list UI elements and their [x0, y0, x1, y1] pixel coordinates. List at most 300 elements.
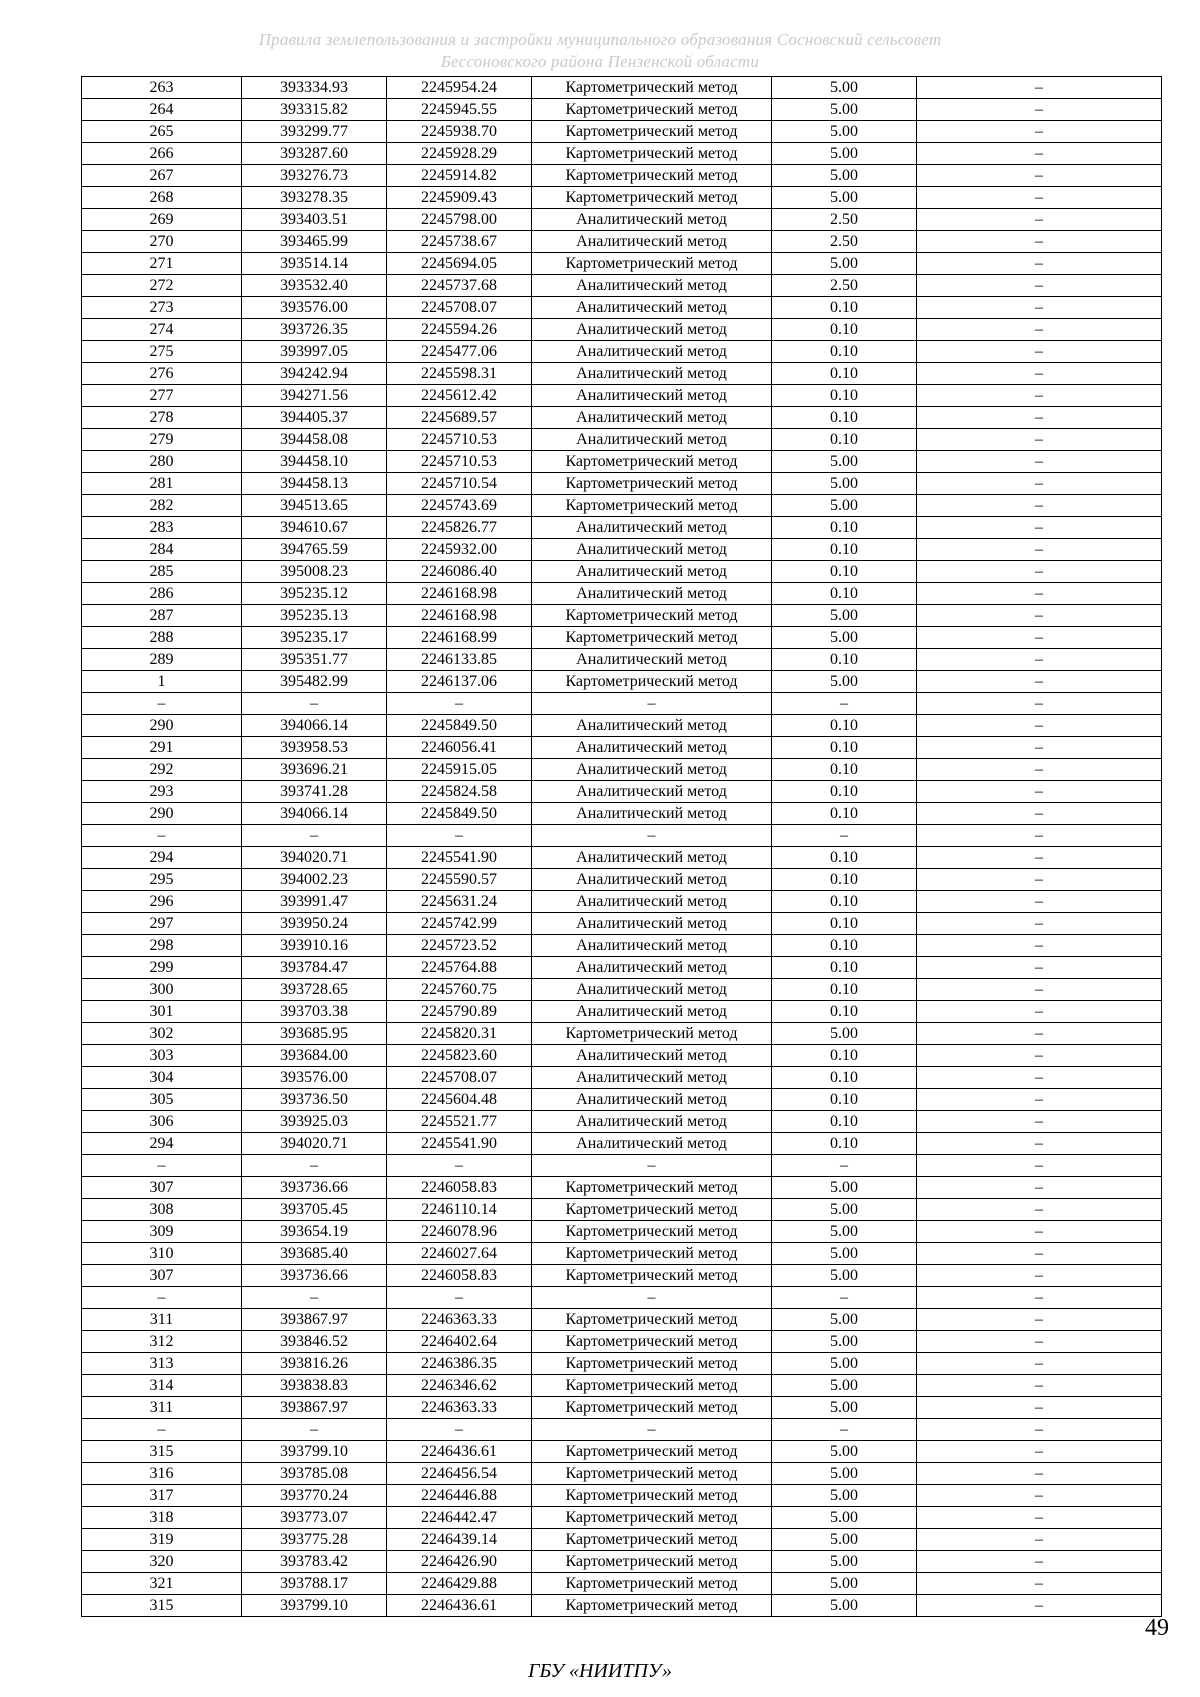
note-cell: – [917, 121, 1162, 143]
accuracy-cell: 5.00 [772, 1595, 917, 1617]
point-number-cell: 316 [82, 1463, 242, 1485]
y-coordinate-cell: 2245590.57 [387, 869, 532, 891]
x-coordinate-cell: 393950.24 [242, 913, 387, 935]
table-row [82, 1529, 1162, 1551]
x-coordinate-cell: 394458.10 [242, 451, 387, 473]
accuracy-cell: 5.00 [772, 1551, 917, 1573]
x-coordinate-cell: 393315.82 [242, 99, 387, 121]
method-cell: Аналитический метод [532, 407, 772, 429]
table-row [82, 1507, 1162, 1529]
table-row [82, 825, 1162, 847]
x-coordinate-cell: 393867.97 [242, 1309, 387, 1331]
note-cell: – [917, 759, 1162, 781]
y-coordinate-cell: 2245689.57 [387, 407, 532, 429]
x-coordinate-cell: 394271.56 [242, 385, 387, 407]
accuracy-cell: 5.00 [772, 1353, 917, 1375]
y-coordinate-cell: – [387, 1155, 532, 1177]
accuracy-cell: 5.00 [772, 187, 917, 209]
table-row [82, 935, 1162, 957]
method-cell: Картометрический метод [532, 473, 772, 495]
accuracy-cell: 0.10 [772, 979, 917, 1001]
y-coordinate-cell: 2245790.89 [387, 1001, 532, 1023]
point-number-cell: 313 [82, 1353, 242, 1375]
method-cell: Аналитический метод [532, 781, 772, 803]
point-number-cell: 291 [82, 737, 242, 759]
point-number-cell: 309 [82, 1221, 242, 1243]
note-cell: – [917, 517, 1162, 539]
table-row [82, 407, 1162, 429]
table-row [82, 253, 1162, 275]
table-row [82, 121, 1162, 143]
y-coordinate-cell: – [387, 693, 532, 715]
note-cell: – [917, 737, 1162, 759]
y-coordinate-cell: 2245708.07 [387, 297, 532, 319]
method-cell: Аналитический метод [532, 869, 772, 891]
x-coordinate-cell: 393838.83 [242, 1375, 387, 1397]
x-coordinate-cell: 393685.95 [242, 1023, 387, 1045]
note-cell: – [917, 869, 1162, 891]
point-number-cell: 290 [82, 715, 242, 737]
accuracy-cell: 0.10 [772, 517, 917, 539]
point-number-cell: 294 [82, 1133, 242, 1155]
note-cell: – [917, 253, 1162, 275]
point-number-cell: 302 [82, 1023, 242, 1045]
x-coordinate-cell: 393703.38 [242, 1001, 387, 1023]
x-coordinate-cell: – [242, 693, 387, 715]
table-row [82, 605, 1162, 627]
note-cell: – [917, 231, 1162, 253]
y-coordinate-cell: 2245710.53 [387, 429, 532, 451]
x-coordinate-cell: 393736.66 [242, 1265, 387, 1287]
x-coordinate-cell: 395235.13 [242, 605, 387, 627]
point-number-cell: 308 [82, 1199, 242, 1221]
table-row [82, 1463, 1162, 1485]
y-coordinate-cell: 2245849.50 [387, 803, 532, 825]
point-number-cell: 294 [82, 847, 242, 869]
table-row [82, 143, 1162, 165]
accuracy-cell: 5.00 [772, 451, 917, 473]
method-cell: Аналитический метод [532, 649, 772, 671]
y-coordinate-cell: 2245541.90 [387, 847, 532, 869]
method-cell: Картометрический метод [532, 1441, 772, 1463]
y-coordinate-cell: 2246436.61 [387, 1595, 532, 1617]
y-coordinate-cell: 2245598.31 [387, 363, 532, 385]
point-number-cell: 280 [82, 451, 242, 473]
point-number-cell: 298 [82, 935, 242, 957]
y-coordinate-cell: 2246363.33 [387, 1397, 532, 1419]
method-cell: Картометрический метод [532, 1573, 772, 1595]
accuracy-cell: 5.00 [772, 77, 917, 99]
note-cell: – [917, 1133, 1162, 1155]
y-coordinate-cell: 2245521.77 [387, 1111, 532, 1133]
table-row [82, 1573, 1162, 1595]
y-coordinate-cell: 2246133.85 [387, 649, 532, 671]
point-number-cell: 296 [82, 891, 242, 913]
x-coordinate-cell: 393684.00 [242, 1045, 387, 1067]
point-number-cell: 273 [82, 297, 242, 319]
method-cell: – [532, 693, 772, 715]
point-number-cell: 295 [82, 869, 242, 891]
method-cell: – [532, 1155, 772, 1177]
table-row [82, 1089, 1162, 1111]
x-coordinate-cell: 393799.10 [242, 1595, 387, 1617]
note-cell: – [917, 473, 1162, 495]
note-cell: – [917, 1529, 1162, 1551]
x-coordinate-cell: – [242, 825, 387, 847]
y-coordinate-cell: 2245932.00 [387, 539, 532, 561]
note-cell: – [917, 1265, 1162, 1287]
accuracy-cell: 5.00 [772, 1309, 917, 1331]
y-coordinate-cell: 2246058.83 [387, 1265, 532, 1287]
x-coordinate-cell: 394066.14 [242, 803, 387, 825]
x-coordinate-cell: 393997.05 [242, 341, 387, 363]
table-row [82, 1287, 1162, 1309]
method-cell: Аналитический метод [532, 517, 772, 539]
note-cell: – [917, 847, 1162, 869]
accuracy-cell: 0.10 [772, 847, 917, 869]
x-coordinate-cell: 393991.47 [242, 891, 387, 913]
note-cell: – [917, 715, 1162, 737]
point-number-cell: 303 [82, 1045, 242, 1067]
y-coordinate-cell: 2246086.40 [387, 561, 532, 583]
table-row [82, 1067, 1162, 1089]
x-coordinate-cell: 393788.17 [242, 1573, 387, 1595]
table-row [82, 539, 1162, 561]
y-coordinate-cell: 2245938.70 [387, 121, 532, 143]
point-number-cell: 311 [82, 1397, 242, 1419]
table-row [82, 957, 1162, 979]
y-coordinate-cell: 2246402.64 [387, 1331, 532, 1353]
x-coordinate-cell: 395235.12 [242, 583, 387, 605]
accuracy-cell: 5.00 [772, 671, 917, 693]
point-number-cell: 315 [82, 1441, 242, 1463]
x-coordinate-cell: 393334.93 [242, 77, 387, 99]
point-number-cell: 314 [82, 1375, 242, 1397]
y-coordinate-cell: – [387, 1419, 532, 1441]
method-cell: Аналитический метод [532, 979, 772, 1001]
y-coordinate-cell: 2246168.98 [387, 583, 532, 605]
note-cell: – [917, 1221, 1162, 1243]
y-coordinate-cell: 2245760.75 [387, 979, 532, 1001]
table-row [82, 1111, 1162, 1133]
y-coordinate-cell: – [387, 1287, 532, 1309]
accuracy-cell: 0.10 [772, 1133, 917, 1155]
point-number-cell: 304 [82, 1067, 242, 1089]
note-cell: – [917, 825, 1162, 847]
method-cell: – [532, 1419, 772, 1441]
table-row [82, 451, 1162, 473]
note-cell: – [917, 341, 1162, 363]
table-row [82, 737, 1162, 759]
y-coordinate-cell: 2245742.99 [387, 913, 532, 935]
point-number-cell: 264 [82, 99, 242, 121]
method-cell: Аналитический метод [532, 319, 772, 341]
table-row [82, 803, 1162, 825]
y-coordinate-cell: 2246439.14 [387, 1529, 532, 1551]
x-coordinate-cell: 393685.40 [242, 1243, 387, 1265]
method-cell: – [532, 1287, 772, 1309]
y-coordinate-cell: 2246168.98 [387, 605, 532, 627]
table-row [82, 847, 1162, 869]
method-cell: Аналитический метод [532, 275, 772, 297]
y-coordinate-cell: 2245820.31 [387, 1023, 532, 1045]
accuracy-cell: 0.10 [772, 649, 917, 671]
accuracy-cell: 0.10 [772, 319, 917, 341]
x-coordinate-cell: 394405.37 [242, 407, 387, 429]
accuracy-cell: 0.10 [772, 1111, 917, 1133]
point-number-cell: 276 [82, 363, 242, 385]
method-cell: Аналитический метод [532, 429, 772, 451]
table-row [82, 165, 1162, 187]
method-cell: Картометрический метод [532, 1375, 772, 1397]
point-number-cell: 310 [82, 1243, 242, 1265]
x-coordinate-cell: 393773.07 [242, 1507, 387, 1529]
y-coordinate-cell: 2246429.88 [387, 1573, 532, 1595]
y-coordinate-cell: 2245710.54 [387, 473, 532, 495]
method-cell: Картометрический метод [532, 1353, 772, 1375]
method-cell: Аналитический метод [532, 385, 772, 407]
table-row [82, 1133, 1162, 1155]
accuracy-cell: – [772, 825, 917, 847]
header-line-2: Бессоновского района Пензенской области [440, 52, 760, 71]
accuracy-cell: 5.00 [772, 1199, 917, 1221]
note-cell: – [917, 979, 1162, 1001]
method-cell: Картометрический метод [532, 77, 772, 99]
x-coordinate-cell: 395351.77 [242, 649, 387, 671]
x-coordinate-cell: 394066.14 [242, 715, 387, 737]
accuracy-cell: 5.00 [772, 1243, 917, 1265]
method-cell: Картометрический метод [532, 143, 772, 165]
note-cell: – [917, 99, 1162, 121]
table-row [82, 891, 1162, 913]
accuracy-cell: 5.00 [772, 1529, 917, 1551]
y-coordinate-cell: 2245594.26 [387, 319, 532, 341]
table-row [82, 495, 1162, 517]
accuracy-cell: 0.10 [772, 891, 917, 913]
accuracy-cell: 0.10 [772, 297, 917, 319]
x-coordinate-cell: – [242, 1419, 387, 1441]
y-coordinate-cell: 2246442.47 [387, 1507, 532, 1529]
accuracy-cell: 2.50 [772, 231, 917, 253]
method-cell: Аналитический метод [532, 1089, 772, 1111]
note-cell: – [917, 1023, 1162, 1045]
point-number-cell: 283 [82, 517, 242, 539]
y-coordinate-cell: 2245928.29 [387, 143, 532, 165]
accuracy-cell: 0.10 [772, 759, 917, 781]
accuracy-cell: 0.10 [772, 803, 917, 825]
y-coordinate-cell: 2246078.96 [387, 1221, 532, 1243]
method-cell: Аналитический метод [532, 1111, 772, 1133]
note-cell: – [917, 187, 1162, 209]
method-cell: Картометрический метод [532, 495, 772, 517]
x-coordinate-cell: 393278.35 [242, 187, 387, 209]
y-coordinate-cell: 2246426.90 [387, 1551, 532, 1573]
point-number-cell: 305 [82, 1089, 242, 1111]
method-cell: Картометрический метод [532, 605, 772, 627]
note-cell: – [917, 1419, 1162, 1441]
table-row [82, 275, 1162, 297]
y-coordinate-cell: 2246137.06 [387, 671, 532, 693]
y-coordinate-cell: 2245954.24 [387, 77, 532, 99]
note-cell: – [917, 1067, 1162, 1089]
method-cell: Аналитический метод [532, 1133, 772, 1155]
table-row [82, 517, 1162, 539]
table-row [82, 363, 1162, 385]
table-row [82, 319, 1162, 341]
point-number-cell: 268 [82, 187, 242, 209]
x-coordinate-cell: 393276.73 [242, 165, 387, 187]
table-row [82, 583, 1162, 605]
x-coordinate-cell: 394610.67 [242, 517, 387, 539]
x-coordinate-cell: 395482.99 [242, 671, 387, 693]
note-cell: – [917, 165, 1162, 187]
table-row [82, 1155, 1162, 1177]
y-coordinate-cell: 2246446.88 [387, 1485, 532, 1507]
note-cell: – [917, 957, 1162, 979]
y-coordinate-cell: 2246363.33 [387, 1309, 532, 1331]
accuracy-cell: 0.10 [772, 583, 917, 605]
note-cell: – [917, 319, 1162, 341]
y-coordinate-cell: 2245945.55 [387, 99, 532, 121]
table-row [82, 693, 1162, 715]
table-row [82, 1419, 1162, 1441]
note-cell: – [917, 1463, 1162, 1485]
accuracy-cell: 0.10 [772, 737, 917, 759]
method-cell: Картометрический метод [532, 1507, 772, 1529]
note-cell: – [917, 297, 1162, 319]
method-cell: Аналитический метод [532, 737, 772, 759]
y-coordinate-cell: 2245738.67 [387, 231, 532, 253]
y-coordinate-cell: 2246436.61 [387, 1441, 532, 1463]
method-cell: Картометрический метод [532, 1309, 772, 1331]
accuracy-cell: 0.10 [772, 781, 917, 803]
note-cell: – [917, 1595, 1162, 1617]
point-number-cell: 274 [82, 319, 242, 341]
accuracy-cell: 0.10 [772, 561, 917, 583]
method-cell: Аналитический метод [532, 561, 772, 583]
y-coordinate-cell: 2245477.06 [387, 341, 532, 363]
point-number-cell: 315 [82, 1595, 242, 1617]
accuracy-cell: 2.50 [772, 275, 917, 297]
accuracy-cell: 5.00 [772, 627, 917, 649]
point-number-cell: 293 [82, 781, 242, 803]
table-row [82, 77, 1162, 99]
page-header [0, 29, 1200, 73]
note-cell: – [917, 803, 1162, 825]
y-coordinate-cell: – [387, 825, 532, 847]
note-cell: – [917, 209, 1162, 231]
point-number-cell: 297 [82, 913, 242, 935]
y-coordinate-cell: 2245612.42 [387, 385, 532, 407]
point-number-cell: 317 [82, 1485, 242, 1507]
method-cell: Картометрический метод [532, 1595, 772, 1617]
point-number-cell: 286 [82, 583, 242, 605]
accuracy-cell: 0.10 [772, 869, 917, 891]
x-coordinate-cell: 394765.59 [242, 539, 387, 561]
note-cell: – [917, 429, 1162, 451]
point-number-cell: 285 [82, 561, 242, 583]
method-cell: Картометрический метод [532, 1463, 772, 1485]
table-row [82, 781, 1162, 803]
x-coordinate-cell: 394020.71 [242, 1133, 387, 1155]
point-number-cell: 265 [82, 121, 242, 143]
y-coordinate-cell: 2245849.50 [387, 715, 532, 737]
point-number-cell: 290 [82, 803, 242, 825]
y-coordinate-cell: 2245826.77 [387, 517, 532, 539]
y-coordinate-cell: 2246027.64 [387, 1243, 532, 1265]
y-coordinate-cell: 2246058.83 [387, 1177, 532, 1199]
note-cell: – [917, 1353, 1162, 1375]
accuracy-cell: 2.50 [772, 209, 917, 231]
y-coordinate-cell: 2245909.43 [387, 187, 532, 209]
point-number-cell: 307 [82, 1265, 242, 1287]
accuracy-cell: 5.00 [772, 1177, 917, 1199]
point-number-cell: 311 [82, 1309, 242, 1331]
table-row [82, 1045, 1162, 1067]
table-row [82, 1353, 1162, 1375]
y-coordinate-cell: 2246110.14 [387, 1199, 532, 1221]
point-number-cell: 277 [82, 385, 242, 407]
accuracy-cell: 5.00 [772, 1375, 917, 1397]
y-coordinate-cell: 2245798.00 [387, 209, 532, 231]
point-number-cell: 287 [82, 605, 242, 627]
accuracy-cell: – [772, 1287, 917, 1309]
accuracy-cell: 5.00 [772, 253, 917, 275]
method-cell: Аналитический метод [532, 363, 772, 385]
table-row [82, 473, 1162, 495]
x-coordinate-cell: – [242, 1287, 387, 1309]
note-cell: – [917, 583, 1162, 605]
accuracy-cell: – [772, 1419, 917, 1441]
x-coordinate-cell: 393705.45 [242, 1199, 387, 1221]
table-row [82, 1331, 1162, 1353]
note-cell: – [917, 891, 1162, 913]
note-cell: – [917, 1045, 1162, 1067]
note-cell: – [917, 407, 1162, 429]
note-cell: – [917, 451, 1162, 473]
x-coordinate-cell: 394513.65 [242, 495, 387, 517]
table-row [82, 385, 1162, 407]
accuracy-cell: 0.10 [772, 715, 917, 737]
note-cell: – [917, 1155, 1162, 1177]
point-number-cell: 263 [82, 77, 242, 99]
point-number-cell: 321 [82, 1573, 242, 1595]
accuracy-cell: 5.00 [772, 1441, 917, 1463]
accuracy-cell: 0.10 [772, 1067, 917, 1089]
point-number-cell: 270 [82, 231, 242, 253]
y-coordinate-cell: 2245723.52 [387, 935, 532, 957]
table-row [82, 1551, 1162, 1573]
accuracy-cell: 5.00 [772, 473, 917, 495]
note-cell: – [917, 539, 1162, 561]
note-cell: – [917, 1551, 1162, 1573]
table-row [82, 1397, 1162, 1419]
x-coordinate-cell: 393770.24 [242, 1485, 387, 1507]
page-number: 49 [1145, 1615, 1169, 1641]
x-coordinate-cell: 393696.21 [242, 759, 387, 781]
point-number-cell: – [82, 693, 242, 715]
table-row [82, 649, 1162, 671]
method-cell: Аналитический метод [532, 715, 772, 737]
point-number-cell: 267 [82, 165, 242, 187]
note-cell: – [917, 275, 1162, 297]
point-number-cell: 279 [82, 429, 242, 451]
note-cell: – [917, 693, 1162, 715]
note-cell: – [917, 385, 1162, 407]
note-cell: – [917, 935, 1162, 957]
point-number-cell: – [82, 1155, 242, 1177]
note-cell: – [917, 1001, 1162, 1023]
